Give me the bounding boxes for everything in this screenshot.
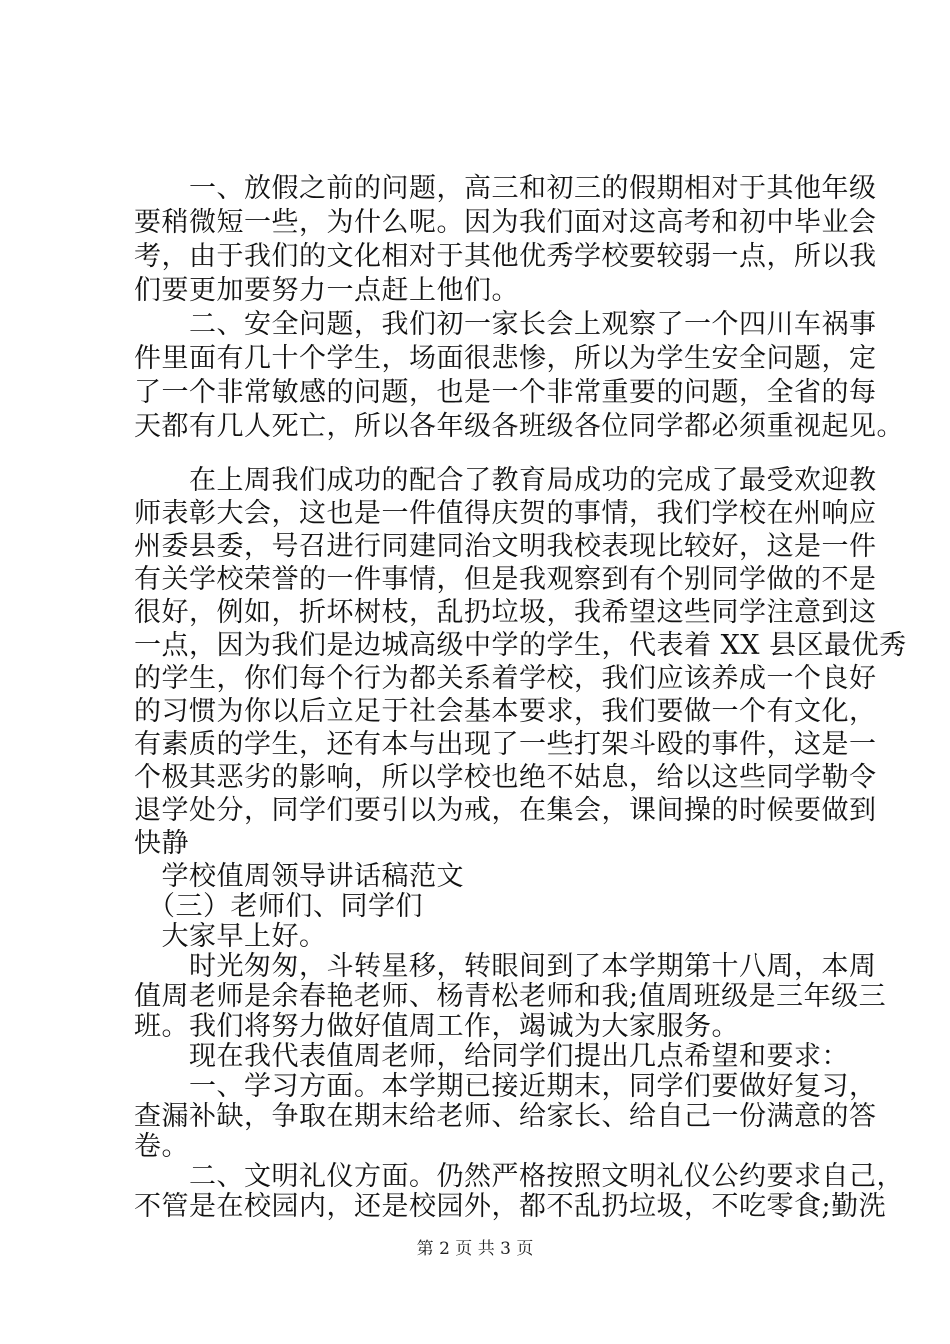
text-line: 不管是在校园内，还是校园外，都不乱扔垃圾，不吃零食;勤洗 (134, 1191, 887, 1222)
text-line: 件里面有几十个学生，场面很悲惨，所以为学生安全问题，定 (134, 343, 877, 374)
text-line: 现在我代表值周老师，给同学们提出几点希望和要求： (134, 1041, 849, 1072)
text-line: 二、文明礼仪方面。仍然严格按照文明礼仪公约要求自己， (134, 1161, 904, 1192)
text-line: 有关学校荣誉的一件事情，但是我观察到有个别同学做的不是 (134, 564, 877, 595)
text-line: 要稍微短一些，为什么呢。因为我们面对这高考和初中毕业会 (134, 207, 877, 238)
text-line: 师表彰大会，这也是一件值得庆贺的事情，我们学校在州响应 (134, 498, 877, 529)
page-footer: 第 2 页 共 3 页 (416, 1239, 534, 1259)
text-line: 卷。 (134, 1131, 189, 1162)
text-line: 的学生，你们每个行为都关系着学校，我们应该养成一个良好 (134, 663, 877, 694)
text-line: 学校值周领导讲话稿范文 (134, 861, 464, 892)
text-line: 个极其恶劣的影响，所以学校也绝不姑息，给以这些同学勒令 (134, 762, 877, 793)
text-line: 一、放假之前的问题，高三和初三的假期相对于其他年级 (134, 173, 877, 204)
text-line: 州委县委，号召进行同建同治文明我校表现比较好，这是一件 (134, 531, 877, 562)
text-line: 天都有几人死亡，所以各年级各班级各位同学都必须重视起见。 (134, 411, 904, 442)
text-line: 班。我们将努力做好值周工作，竭诚为大家服务。 (134, 1011, 739, 1042)
text-line: 快静 (134, 828, 189, 859)
text-line: 很好，例如，折坏树枝，乱扔垃圾，我希望这些同学注意到这 (134, 597, 877, 628)
text-line: 查漏补缺，争取在期末给老师、给家长、给自己一份满意的答 (134, 1101, 877, 1132)
text-line: 在上周我们成功的配合了教育局成功的完成了最受欢迎教 (134, 465, 877, 496)
text-line: 们要更加要努力一点赶上他们。 (134, 275, 519, 306)
text-line: （三）老师们、同学们 (134, 891, 423, 922)
text-line: 一、学习方面。本学期已接近期末，同学们要做好复习， (134, 1071, 877, 1102)
text-line: 一点，因为我们是边城高级中学的学生，代表着 XX 县区最优秀 (134, 630, 907, 661)
text-line: 二、安全问题，我们初一家长会上观察了一个四川车祸事 (134, 309, 877, 340)
text-line: 退学处分，同学们要引以为戒，在集会，课间操的时候要做到 (134, 795, 877, 826)
text-line: 有素质的学生，还有本与出现了一些打架斗殴的事件，这是一 (134, 729, 877, 760)
text-line: 的习惯为你以后立足于社会基本要求，我们要做一个有文化， (134, 696, 877, 727)
text-line: 时光匆匆，斗转星移，转眼间到了本学期第十八周，本周 (134, 951, 877, 982)
text-line: 值周老师是余春艳老师、杨青松老师和我;值周班级是三年级三 (134, 981, 887, 1012)
text-line: 大家早上好。 (134, 921, 327, 952)
text-line: 考，由于我们的文化相对于其他优秀学校要较弱一点，所以我 (134, 241, 877, 272)
text-line: 了一个非常敏感的问题，也是一个非常重要的问题，全省的每 (134, 377, 877, 408)
